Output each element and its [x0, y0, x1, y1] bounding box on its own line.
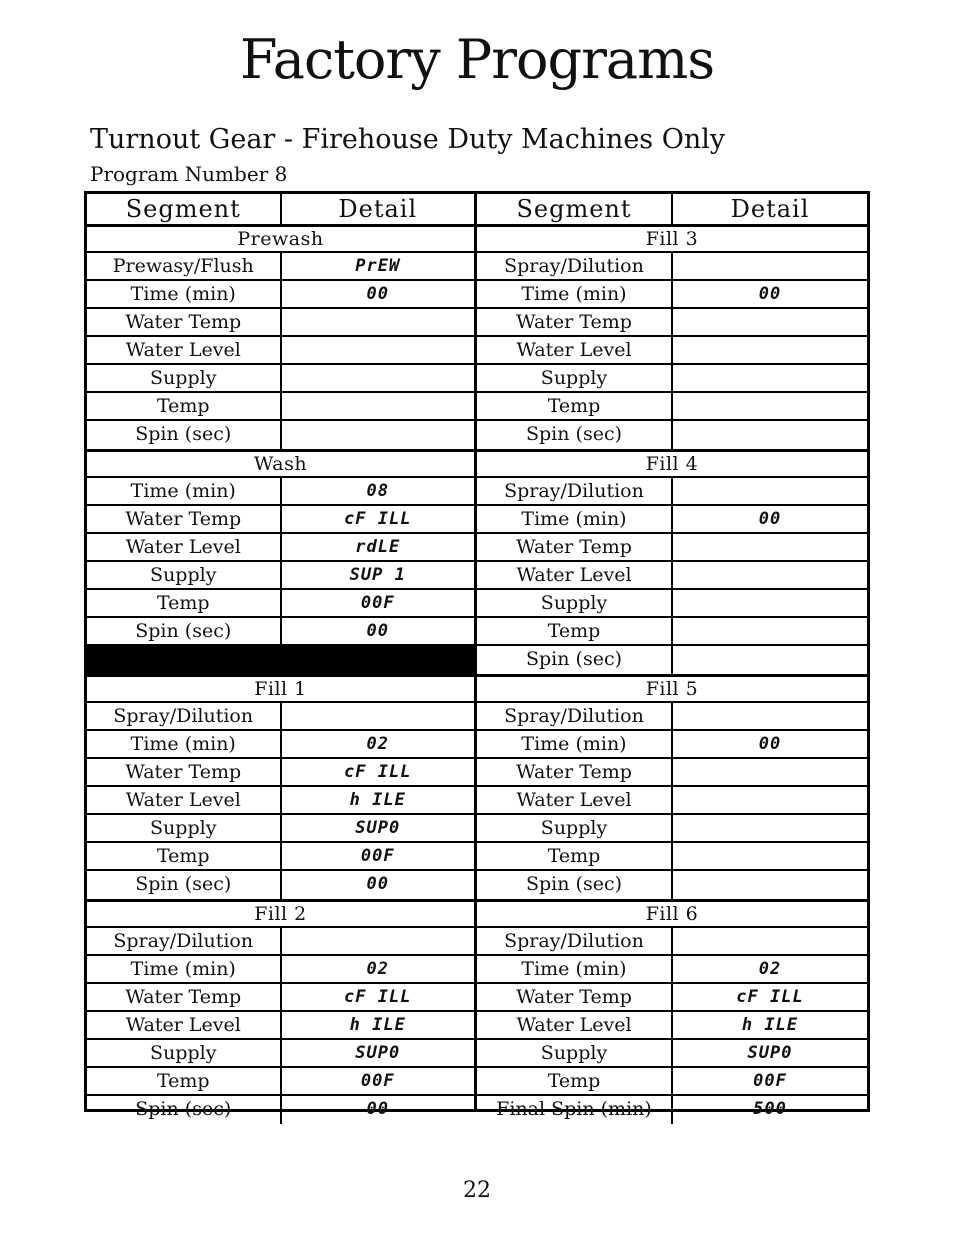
segment-label: Supply [477, 1040, 673, 1066]
segment-label: Time (min) [477, 281, 673, 307]
table-row [87, 843, 474, 871]
left-column [87, 194, 477, 1120]
table-row [477, 365, 867, 393]
segment-section [87, 902, 474, 1124]
detail-value: 00F [360, 1071, 395, 1091]
segment-label: Spin (sec) [477, 871, 673, 899]
detail-value: cF ILL [344, 509, 412, 529]
segment-label: Supply [477, 590, 673, 616]
detail-value: cF ILL [344, 762, 412, 782]
table-row [477, 281, 867, 309]
table-row [87, 393, 474, 421]
detail-value: 00 [366, 284, 389, 304]
segment-label: Spray/Dilution [87, 928, 282, 954]
detail-value [282, 309, 475, 335]
table-row [87, 337, 474, 365]
table-row [87, 815, 474, 843]
table-row [477, 759, 867, 787]
segment-label: Water Temp [87, 309, 282, 335]
detail-value: PrEW [355, 256, 401, 276]
detail-value: 500 [753, 1099, 787, 1119]
segment-section [477, 227, 867, 452]
segment-label: Supply [87, 1040, 282, 1066]
right-column [477, 194, 867, 1120]
table-row [477, 1068, 867, 1096]
table-row [477, 618, 867, 646]
detail-value: h ILE [349, 790, 406, 810]
program-table [84, 191, 870, 1120]
segment-label: Water Temp [477, 534, 673, 560]
detail-value: SUP0 [355, 1043, 401, 1063]
segment-label: Spray/Dilution [477, 703, 673, 729]
detail-value: 02 [758, 959, 782, 979]
table-row [87, 506, 474, 534]
segment-section [87, 227, 474, 452]
detail-value [673, 703, 867, 729]
table-row [87, 1068, 474, 1096]
segment-section [477, 452, 867, 677]
segment-label: Temp [87, 843, 282, 869]
table-row [477, 421, 867, 449]
table-row [477, 534, 867, 562]
detail-value [673, 337, 867, 363]
section-heading: Prewash [87, 227, 474, 253]
segment-label: Supply [477, 365, 673, 391]
detail-value: cF ILL [344, 987, 412, 1007]
segment-label: Water Temp [477, 984, 673, 1010]
segment-label: Water Level [477, 787, 673, 813]
table-row [87, 365, 474, 393]
section-title: Turnout Gear - Firehouse Duty Machines Only [90, 124, 726, 155]
segment-label: Water Level [87, 337, 282, 363]
section-heading: Fill 1 [87, 677, 474, 703]
segment-label: Time (min) [87, 956, 282, 982]
table-row [87, 253, 474, 281]
segment-label: Temp [87, 1068, 282, 1094]
table-header [477, 194, 867, 227]
segment-label: Time (min) [87, 281, 282, 307]
table-row [477, 506, 867, 534]
segment-section [87, 452, 474, 677]
detail-value [673, 393, 867, 419]
segment-label: Temp [87, 393, 282, 419]
table-row [87, 956, 474, 984]
detail-value: h ILE [741, 1015, 799, 1035]
detail-value: 00 [758, 284, 782, 304]
table-row [477, 646, 867, 674]
page-title: Factory Programs [239, 28, 715, 91]
segment-label: Water Level [87, 1012, 282, 1038]
segment-label: Water Temp [87, 984, 282, 1010]
section-heading: Fill 3 [477, 227, 867, 253]
segment-label: Temp [477, 618, 673, 644]
section-heading: Fill 5 [477, 677, 867, 703]
table-row [87, 1040, 474, 1068]
detail-value [673, 928, 867, 954]
detail-value [282, 393, 475, 419]
table-row [87, 618, 474, 646]
detail-header: Detail [338, 195, 418, 223]
segment-label: Time (min) [477, 731, 673, 757]
segment-label: Spray/Dilution [477, 253, 673, 279]
detail-value: 00 [366, 874, 389, 894]
blank-filler-bar [87, 646, 474, 674]
detail-value [673, 562, 867, 588]
table-row [477, 731, 867, 759]
table-row [87, 534, 474, 562]
table-row [87, 1096, 474, 1124]
detail-value [673, 843, 867, 869]
right-sections [477, 227, 867, 1124]
table-row [87, 787, 474, 815]
detail-value: h ILE [349, 1015, 406, 1035]
segment-label: Supply [87, 815, 282, 841]
table-row [477, 478, 867, 506]
detail-value [673, 646, 867, 674]
detail-value [673, 590, 867, 616]
detail-value [282, 703, 475, 729]
segment-label: Water Level [87, 787, 282, 813]
section-heading: Fill 4 [477, 452, 867, 478]
segment-label: Water Level [477, 562, 673, 588]
detail-value: 00F [753, 1071, 787, 1091]
table-row [477, 393, 867, 421]
detail-value [673, 871, 867, 899]
segment-section [87, 677, 474, 902]
table-row [87, 590, 474, 618]
detail-value [282, 337, 475, 363]
table-row [87, 984, 474, 1012]
detail-value [673, 365, 867, 391]
detail-value [673, 309, 867, 335]
segment-label: Time (min) [87, 731, 282, 757]
program-number: Program Number 8 [90, 162, 288, 186]
detail-value: 00F [360, 846, 395, 866]
detail-value: rdLE [355, 537, 401, 557]
detail-value: 00 [366, 1099, 389, 1119]
segment-section [477, 902, 867, 1124]
left-sections [87, 227, 474, 1124]
detail-value [673, 478, 867, 504]
segment-header: Segment [87, 194, 282, 224]
segment-label: Prewasy/Flush [87, 253, 282, 279]
detail-value: 02 [366, 959, 389, 979]
segment-label: Supply [87, 365, 282, 391]
detail-value [673, 787, 867, 813]
segment-label: Time (min) [87, 478, 282, 504]
table-row [477, 337, 867, 365]
table-row [477, 562, 867, 590]
segment-label: Temp [477, 393, 673, 419]
detail-value: 00 [366, 621, 389, 641]
table-row [87, 478, 474, 506]
segment-label: Spray/Dilution [87, 703, 282, 729]
detail-header: Detail [730, 195, 810, 223]
segment-label: Water Temp [477, 309, 673, 335]
table-row [87, 1012, 474, 1040]
table-row [477, 1040, 867, 1068]
table-row [477, 253, 867, 281]
detail-value: 08 [366, 481, 389, 501]
segment-label: Time (min) [477, 506, 673, 532]
detail-value [673, 421, 867, 449]
table-row [87, 562, 474, 590]
page-number: 22 [463, 1178, 491, 1203]
detail-value [673, 618, 867, 644]
detail-value: 00 [758, 509, 782, 529]
table-row [87, 928, 474, 956]
table-row [477, 1096, 867, 1124]
segment-label: Spray/Dilution [477, 928, 673, 954]
detail-value [673, 759, 867, 785]
segment-label: Spray/Dilution [477, 478, 673, 504]
detail-value: 00F [360, 593, 395, 613]
segment-label: Spin (sec) [477, 421, 673, 449]
segment-label: Temp [87, 590, 282, 616]
table-row [477, 590, 867, 618]
table-row [477, 871, 867, 899]
segment-label: Water Temp [477, 759, 673, 785]
table-row [87, 703, 474, 731]
segment-label: Temp [477, 843, 673, 869]
detail-value [673, 253, 867, 279]
segment-label: Water Temp [87, 759, 282, 785]
section-heading: Wash [87, 452, 474, 478]
segment-label: Supply [477, 815, 673, 841]
table-header [87, 194, 474, 227]
segment-header: Segment [477, 194, 673, 224]
table-row [477, 928, 867, 956]
detail-value [282, 421, 475, 449]
detail-value: SUP 1 [349, 565, 406, 585]
table-row [477, 815, 867, 843]
segment-label: Temp [477, 1068, 673, 1094]
section-heading: Fill 2 [87, 902, 474, 928]
table-row [87, 281, 474, 309]
table-row [87, 731, 474, 759]
detail-value [282, 928, 475, 954]
segment-section [477, 677, 867, 902]
segment-label: Water Level [477, 1012, 673, 1038]
table-row [87, 759, 474, 787]
segment-label: Final Spin (min) [477, 1096, 673, 1124]
table-row [87, 421, 474, 449]
segment-label: Spin (sec) [87, 1096, 282, 1124]
detail-value [673, 815, 867, 841]
segment-label: Spin (sec) [477, 646, 673, 674]
table-row [477, 703, 867, 731]
segment-label: Time (min) [477, 956, 673, 982]
segment-label: Water Level [477, 337, 673, 363]
segment-label: Supply [87, 562, 282, 588]
table-row [477, 787, 867, 815]
table-row [87, 309, 474, 337]
detail-value [673, 534, 867, 560]
table-row [87, 871, 474, 899]
detail-value: 00 [758, 734, 782, 754]
table-row [477, 1012, 867, 1040]
table-row [477, 843, 867, 871]
segment-label: Water Temp [87, 506, 282, 532]
table-row [477, 309, 867, 337]
section-heading: Fill 6 [477, 902, 867, 928]
detail-value [282, 365, 475, 391]
detail-value: SUP0 [355, 818, 401, 838]
table-row [477, 956, 867, 984]
detail-value: 02 [366, 734, 389, 754]
segment-label: Spin (sec) [87, 618, 282, 644]
detail-value: SUP0 [747, 1043, 793, 1063]
table-row [477, 984, 867, 1012]
segment-label: Water Level [87, 534, 282, 560]
detail-value: cF ILL [736, 987, 804, 1007]
segment-label: Spin (sec) [87, 421, 282, 449]
segment-label: Spin (sec) [87, 871, 282, 899]
